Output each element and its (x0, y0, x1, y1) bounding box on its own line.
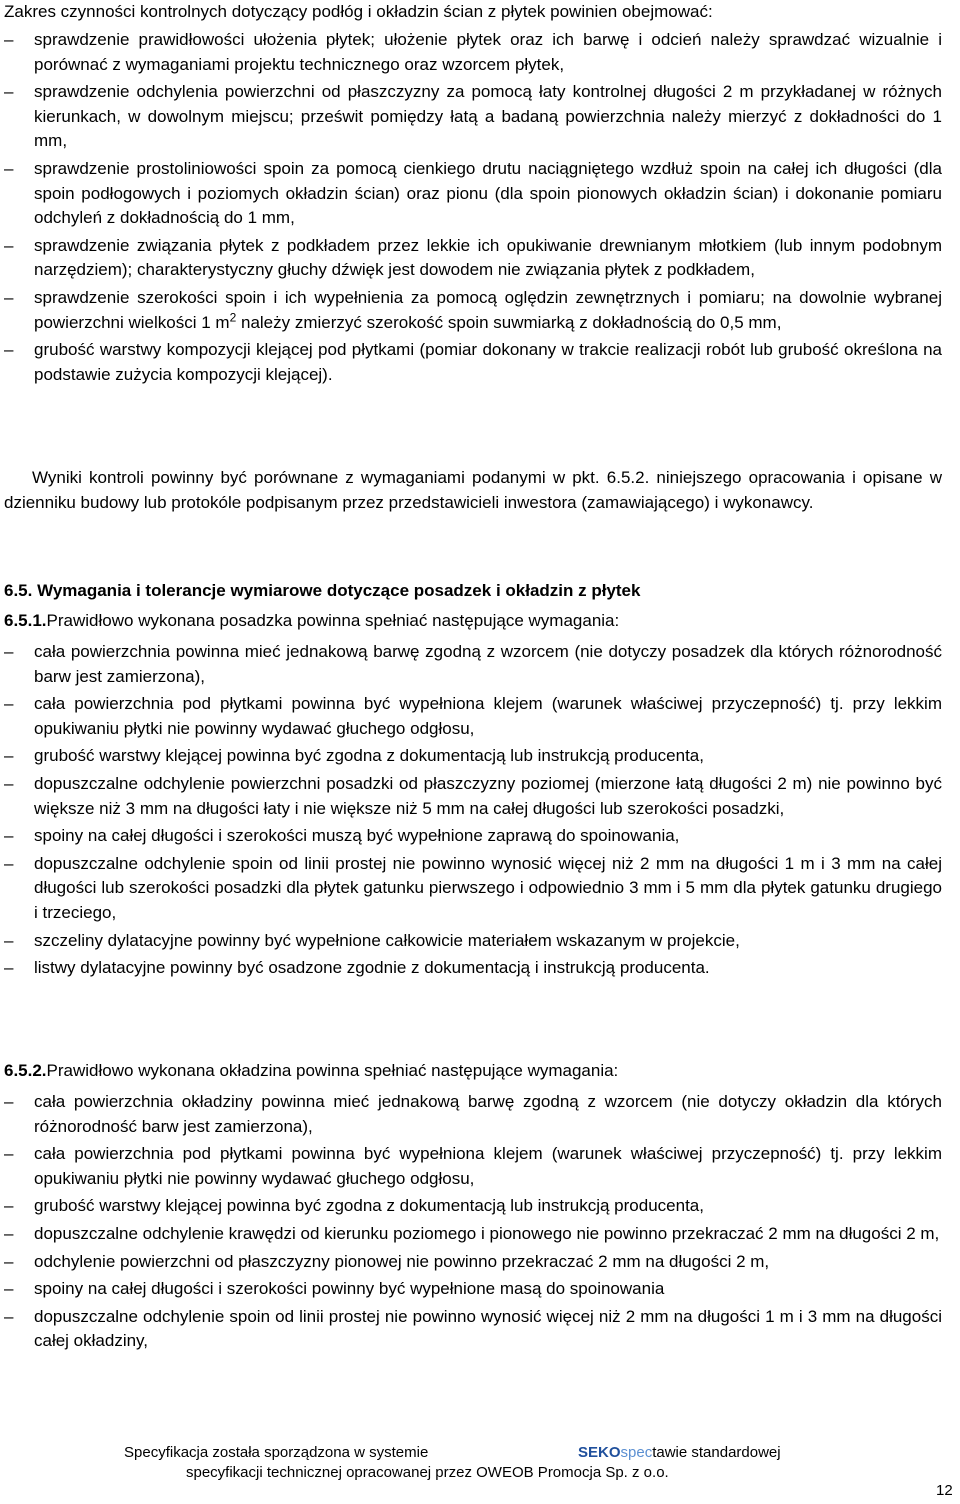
list-item: – dopuszczalne odchylenie krawędzi od kierunku poziomego i pionowego nie powinno przekraczać 2 mm na długości 2 m, (4, 1222, 942, 1247)
subsection-text: Prawidłowo wykonana posadzka powinna spełniać następujące wymagania: (46, 611, 620, 630)
list-item: – sprawdzenie związania płytek z podkładem przez lekkie ich opukiwanie drewnianym młotkiem (lub innym podobnym narzędziem); charakterystyczny głuchy dźwięk jest dowodem nie związania płytek z podkładem, (4, 234, 942, 283)
brand-seko: SEKO (578, 1444, 621, 1461)
list-item: – dopuszczalne odchylenie spoin od linii prostej nie powinno wynosić więcej niż 2 mm na długości 1 m i 3 mm na długości całej okładziny, (4, 1305, 942, 1354)
joint-width-text-a: sprawdzenie szerokości spoin i ich wypełnienia za pomocą oględzin zewnętrznych i pomiaru; na dowolnie wybranej powierzchni wielkości 1 m (34, 287, 942, 332)
list-item: – grubość warstwy klejącej powinna być zgodna z dokumentacją lub instrukcją producenta, (4, 1194, 942, 1219)
subsection-number: 6.5.1. (4, 611, 47, 630)
list-item: – sprawdzenie odchylenia powierzchni od płaszczyzny za pomocą łaty kontrolnej długości 2 m przykładanej w różnych kierunkach, w dowolnym miejscu; prześwit pomiędzy łatą a badaną powierzchnia należy mierzyć z dokładności do 1 mm, (4, 80, 942, 154)
list-item: – grubość warstwy kompozycji klejącej pod płytkami (pomiar dokonany w trakcie realizacji robót lub grubość określona na podstawie zużycia kompozycji klejącej). (4, 338, 942, 387)
list-item: – grubość warstwy klejącej powinna być zgodna z dokumentacją lub instrukcją producenta, (4, 744, 942, 769)
list-item: – cała powierzchnia pod płytkami powinna być wypełniona klejem (warunek właściwej przyczepność) tj. przy lekkim opukiwaniu płytki nie powinny wydawać głuchego odgłosu, (4, 692, 942, 741)
brand-spec: spec (620, 1444, 653, 1461)
list-item: – cała powierzchnia powinna mieć jednakową barwę zgodną z wzorcem (nie dotyczy posadzek dla których różnorodność barw jest zamierzona), (4, 640, 942, 689)
list-item-joint-width (4, 286, 942, 335)
brand-rest: tawie standardowej (652, 1444, 781, 1461)
floor-requirements-list (4, 640, 942, 984)
list-item: – dopuszczalne odchylenie powierzchni posadzki od płaszczyzny poziomej (mierzone łatą długości 2 m) nie powinno być większe niż 3 mm na długości łaty i nie większe niż 5 mm na całej długości lub szerokości posadzki, (4, 772, 942, 821)
list-item: – listwy dylatacyjne powinny być osadzone zgodnie z dokumentacją i instrukcją producenta. (4, 956, 942, 981)
cladding-requirements-list (4, 1090, 942, 1357)
results-paragraph: Wyniki kontroli powinny być porównane z wymaganiami podanymi w pkt. 6.5.2. niniejszego opracowania i opisane w dzienniku budowy lub protokóle podpisanym przez przedstawicieli inwestora (zamawiającego) i wykonawcy. (4, 468, 942, 512)
intro-text: Zakres czynności kontrolnych dotyczący podłóg i okładzin ścian z płytek powinien obejmować: (4, 2, 713, 21)
page-number: 12 (936, 1482, 953, 1499)
section-heading-6-5: 6.5. Wymagania i tolerancje wymiarowe dotyczące posadzek i okładzin z płytek (4, 581, 641, 600)
control-scope-list (4, 28, 942, 390)
list-item: – szczeliny dylatacyjne powinny być wypełnione całkowicie materiałem wskazanym w projekcie, (4, 929, 942, 954)
joint-width-text-b: należy zmierzyć szerokość spoin suwmiarką z dokładnością do 0,5 mm, (236, 312, 782, 332)
subsection-number: 6.5.2. (4, 1061, 47, 1080)
list-item: – cała powierzchnia okładziny powinna mieć jednakową barwę zgodną z wzorcem (nie dotyczy okładzin dla których różnorodność barw jest zamierzona), (4, 1090, 942, 1139)
list-item: – dopuszczalne odchylenie spoin od linii prostej nie powinno wynosić więcej niż 2 mm na długości 1 m i 3 mm na całej długości lub szerokości posadzki dla płytek gatunku pierwszego i odpowiednio 3 mm i 5 mm dla płytek gatunku drugiego i trzeciego, (4, 852, 942, 926)
subsection-text: Prawidłowo wykonana okładzina powinna spełniać następujące wymagania: (46, 1061, 619, 1080)
footer-line-1: Specyfikacja została sporządzona w systemie (124, 1444, 429, 1461)
list-item: – sprawdzenie prawidłowości ułożenia płytek; ułożenie płytek oraz ich barwę i odcień należy sprawdzać wizualnie i porównać z wymaganiami projektu technicznego oraz wzorcem płytek, (4, 28, 942, 77)
superscript: 2 (229, 309, 237, 324)
subsection-heading-6-5-2 (4, 1059, 618, 1084)
list-item: – sprawdzenie prostoliniowości spoin za pomocą cienkiego drutu naciągniętego wzdłuż spoin na całej ich długości (dla spoin podłogowych i poziomych okładzin ścian) oraz pionu (dla spoin pionowych okładzin ścian) i dokonanie pomiaru odchyleń z dokładnością do 1 mm, (4, 157, 942, 231)
subsection-heading-6-5-1 (4, 609, 619, 634)
list-item: – spoiny na całej długości i szerokości muszą być wypełnione zaprawą do spoinowania, (4, 824, 942, 849)
list-item: – cała powierzchnia pod płytkami powinna być wypełniona klejem (warunek właściwej przyczepność) tj. przy lekkim opukiwaniu płytki nie powinny wydawać głuchego odgłosu, (4, 1142, 942, 1191)
sekospec-logo (578, 1443, 781, 1463)
list-item: – odchylenie powierzchni od płaszczyzny pionowej nie powinno przekraczać 2 mm na długości 2 m, (4, 1250, 942, 1275)
footer-line-2: specyfikacji technicznej opracowanej przez OWEOB Promocja Sp. z o.o. (186, 1464, 669, 1481)
list-item: – spoiny na całej długości i szerokości powinny być wypełnione masą do spoinowania (4, 1277, 942, 1302)
